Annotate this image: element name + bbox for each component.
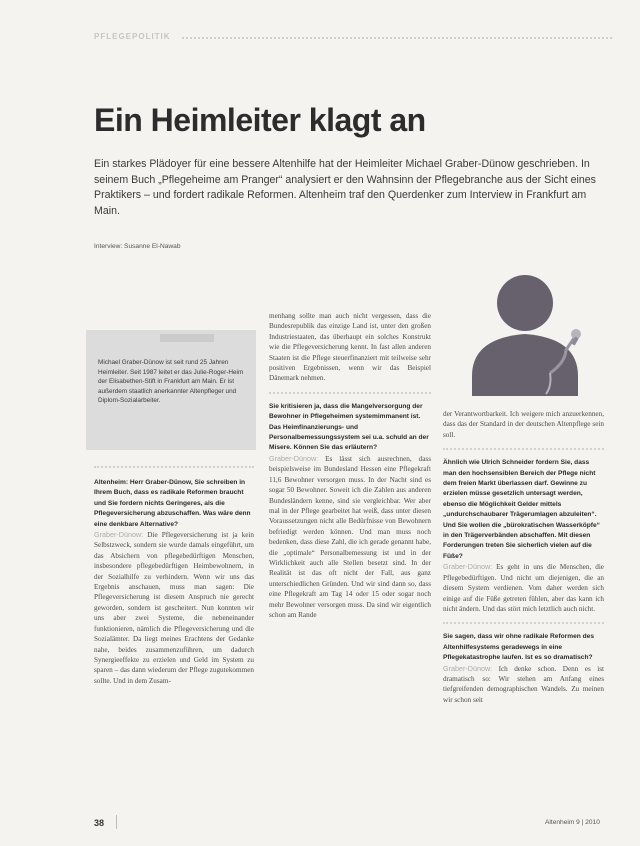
answer-2 bbox=[269, 454, 431, 621]
byline: Interview: Susanne El-Nawab bbox=[94, 243, 181, 250]
column-3 bbox=[443, 409, 604, 705]
lead-paragraph: Ein starkes Plädoyer für eine bessere Altenhilfe hat der Heimleiter Michael Graber-Dünow geschrieben. In seinem Buch „Pflegeheime am Pranger“ analysiert er den Wahnsinn der Pflegebranche aus der Sicht eines Praktikers – und fordert radikale Reformen. Altenheim traf den Querdenker zum Interview in Frankfurt am Main. bbox=[94, 158, 596, 217]
publication-issue: Altenheim 9 | 2010 bbox=[545, 819, 600, 826]
answer-3-text: Es geht in uns die Menschen, die Pflegebedürftigen. Und nicht um diejenigen, die an diesem System verdienen. Vom daher werden sich einige auf die Füße getreten fühlen, aber das kann ich nicht ändern. Und das stört mich letztlich auch nicht. bbox=[443, 563, 604, 613]
answer-4-text: Ich denke schon. Denn es ist dramatisch so: Wir stehen am Anfang eines tiefgreifenden demographischen Wandels. Zu meinen wir schon seit bbox=[443, 664, 604, 704]
section-divider bbox=[182, 37, 612, 39]
question-1: Altenheim: Herr Graber-Dünow, Sie schreiben in Ihrem Buch, dass es radikale Reformen braucht und Sie fordern nichts Geringeres, als die Pflegeversicherung abzuschaffen. Was wäre denn eine denkbare Alternative? bbox=[94, 479, 251, 528]
answer-3 bbox=[443, 562, 604, 614]
question-2: Sie kritisieren ja, dass die Mangelversorgung der Bewohner in Pflegeheimen systemimmanent ist. Das Heimfinanzierungs- und Personalbemessungssystem sei u.a. schuld an der Misere. Können Sie das erläutern? bbox=[269, 402, 429, 452]
speaker-label: Graber-Dünow: bbox=[269, 453, 319, 463]
interviewee-silhouette-icon bbox=[470, 268, 610, 398]
answer-4 bbox=[443, 664, 604, 706]
speaker-label: Graber-Dünow: bbox=[443, 663, 493, 673]
speaker-label: Graber-Dünow: bbox=[94, 530, 144, 540]
answer-1-text: Die Pflegeversicherung ist ja kein Selbstzweck, sondern sie wurde damals eingeführt, um das Absichern von pflegebedürftigen Menschen, insbesondere pflegebedürftigen Heimbewohnern, in der Sozialhilfe zu verhindern. Wenn wir uns das Ergebnis anschauen, muss man sagen: Die Pflegeversicherung ist diesem Anspruch nie gerecht geworden, sondern ist gescheitert. Nun konnten wir uns aber zwei Systeme, die nebeneinander funktionieren, nämlich die Pflegeversicherung und die Sozialämter. Da liegt meines Erachtens der Gedanke nahe, beides zusammenzuführen, um dadurch Synergieeffekte zu erzielen und Geld im System zu sparen – das dann wiederum der Pflege zugutekommen sollte. Und in dem Zusam- bbox=[94, 531, 255, 685]
question-4: Sie sagen, dass wir ohne radikale Reformen des Altenhilfesystems geradewegs in eine Pflegekatastrophe laufen. Ist es so dramatisch? bbox=[443, 633, 594, 662]
headline: Ein Heimleiter klagt an bbox=[94, 102, 426, 138]
page-number: 38 bbox=[94, 818, 105, 828]
column-separator bbox=[443, 448, 604, 450]
column-1 bbox=[94, 466, 254, 686]
footer-divider bbox=[116, 815, 117, 829]
info-box-text: Michael Graber-Dünow ist seit rund 25 Jahren Heimleiter. Seit 1987 leitet er das Julie-Roger-Heim der Elisabethen-Stift in Frankfurt am Main. Er ist außerdem staatlich anerkannter Altenpfleger und Diplom-Sozialarbeiter. bbox=[98, 359, 244, 405]
column-separator bbox=[269, 392, 431, 394]
answer-1-continued: menhang sollte man auch nicht vergessen, dass die Bundesrepublik das einzige Land ist, unter den großen Industriestaaten, das überhaupt ein solches Konstrukt wie die Pflegeversicherung kennt. In fast allen anderen Staaten ist die Pflege steuerfinanziert mit teilweise sehr positiven Ergebnissen, wenn wir das Beispiel Dänemark nehmen. bbox=[269, 312, 431, 383]
column-2 bbox=[269, 311, 431, 620]
answer-1 bbox=[94, 530, 254, 686]
speaker-label: Graber-Dünow: bbox=[443, 562, 493, 572]
question-3: Ähnlich wie Ulrich Schneider fordern Sie, dass man den hochsensiblen Bereich der Pflege nicht dem freien Markt überlassen darf. Gewinne zu erzielen müsse gesetzlich untersagt werden, ebenso die Möglichkeit Gelder mittels „undurchschaubarer Trägerumlagen abzuleiten“. Und Sie wollen die „bürokratischen Wasserköpfe“ in den Trägerverbänden abschaffen. Mit diesen Forderungen treten Sie sicherlich vielen auf die Füße? bbox=[443, 459, 600, 560]
section-tag: PFLEGEPOLITIK bbox=[94, 32, 171, 41]
answer-2-text: Es lässt sich ausrechnen, dass beispielsweise im Bundesland Hessen eine Pflegekraft 11,6 Bewohner versorgen muss. In der Nacht sind es sogar 50 Bewohner. Soweit ich die Zahlen aus anderen Bundesländern kenne, sind sie vergleichbar. Wer aber mal in der Pflege gearbeitet hat weiß, dass unter diesen Voraussetzungen nicht alle Bedürfnisse von Bewohnern befriedigt werden können. Und man muss noch bedenken, dass diese Zahl, die ich gerade genannt habe, die „optimale“ Personalbemessung ist und in der Wirklichkeit auch alle Stellen besetzt sind. In der Realität ist das oft nicht der Fall, aus ganz unterschiedlichen Gründen. Und wir sind dann so, dass eine Pflegekraft am Tag 14 oder 15 oder sogar noch mehr Bewohner versorgen muss. Da sind wir eigentlich schon am Rande bbox=[269, 454, 432, 619]
answer-2-continued: der Verantwortbarkeit. Ich weigere mich anzuerkennen, dass das der Standard in der deutschen Altenpflege sein soll. bbox=[443, 410, 604, 439]
column-separator bbox=[443, 622, 604, 624]
info-box-tab bbox=[160, 334, 214, 342]
column-separator bbox=[94, 466, 254, 468]
